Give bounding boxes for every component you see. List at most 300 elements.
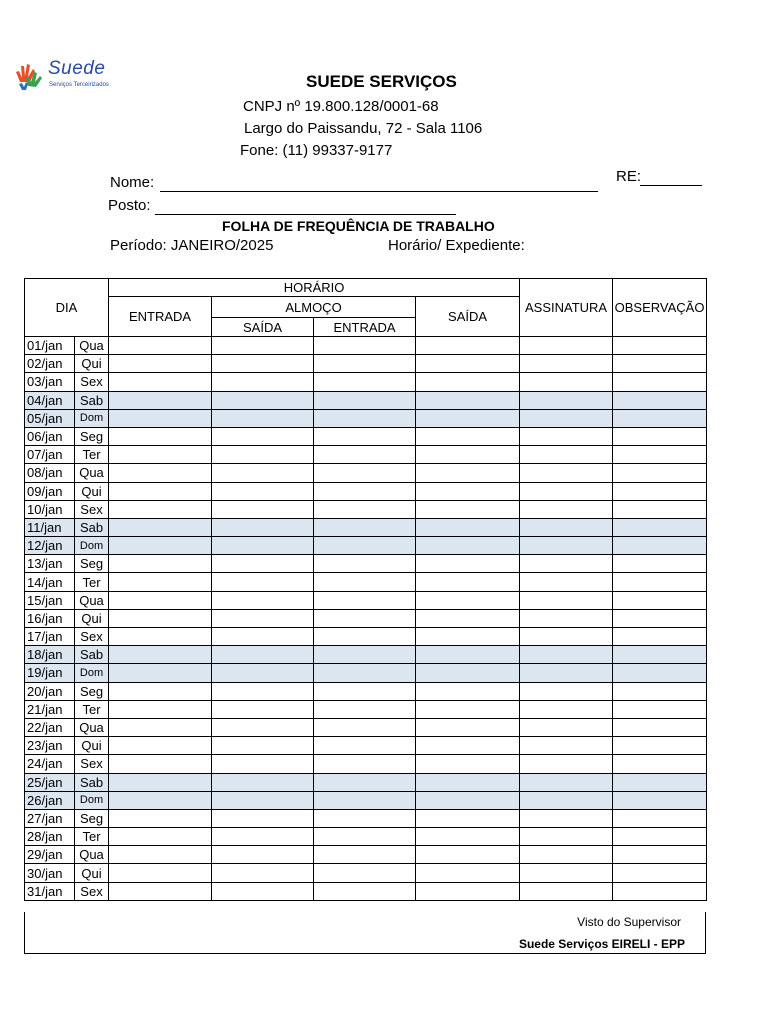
header-almoco-entrada: ENTRADA bbox=[314, 318, 416, 337]
posto-field[interactable] bbox=[155, 199, 456, 215]
hands-logo-icon bbox=[14, 60, 46, 92]
periodo-text: Período: JANEIRO/2025 bbox=[110, 237, 274, 254]
almoco-saida-cell[interactable] bbox=[212, 737, 314, 755]
weekday-cell: Ter bbox=[75, 700, 109, 718]
weekday-cell: Dom bbox=[75, 664, 109, 682]
entrada-cell[interactable] bbox=[109, 500, 212, 518]
saida-cell[interactable] bbox=[416, 664, 520, 682]
weekday-cell: Qua bbox=[75, 464, 109, 482]
table-row bbox=[25, 755, 707, 773]
saida-cell[interactable] bbox=[416, 355, 520, 373]
table-row bbox=[25, 464, 707, 482]
entrada-cell[interactable] bbox=[109, 482, 212, 500]
observacao-cell[interactable] bbox=[613, 609, 707, 627]
visto-supervisor-label: Visto do Supervisor bbox=[577, 915, 681, 929]
almoco-entrada-cell[interactable] bbox=[314, 518, 416, 536]
day-cell: 29/jan bbox=[25, 846, 75, 864]
posto-label: Posto: bbox=[108, 197, 151, 214]
almoco-saida-cell[interactable] bbox=[212, 609, 314, 627]
saida-cell[interactable] bbox=[416, 718, 520, 736]
table-row bbox=[25, 809, 707, 827]
entrada-cell[interactable] bbox=[109, 628, 212, 646]
almoco-saida-cell[interactable] bbox=[212, 846, 314, 864]
almoco-saida-cell[interactable] bbox=[212, 700, 314, 718]
saida-cell[interactable] bbox=[416, 464, 520, 482]
table-row bbox=[25, 828, 707, 846]
almoco-entrada-cell[interactable] bbox=[314, 355, 416, 373]
day-cell: 31/jan bbox=[25, 882, 75, 900]
day-cell: 15/jan bbox=[25, 591, 75, 609]
attendance-table bbox=[24, 278, 707, 901]
observacao-cell[interactable] bbox=[613, 518, 707, 536]
almoco-saida-cell[interactable] bbox=[212, 664, 314, 682]
day-cell: 20/jan bbox=[25, 682, 75, 700]
footer-company-name: Suede Serviços EIRELI - EPP bbox=[518, 937, 685, 951]
almoco-entrada-cell[interactable] bbox=[314, 482, 416, 500]
header-assinatura: ASSINATURA bbox=[520, 279, 613, 337]
cnpj-text: CNPJ nº 19.800.128/0001-68 bbox=[243, 98, 439, 115]
weekday-cell: Sex bbox=[75, 373, 109, 391]
assinatura-cell[interactable] bbox=[520, 591, 613, 609]
almoco-entrada-cell[interactable] bbox=[314, 809, 416, 827]
entrada-cell[interactable] bbox=[109, 700, 212, 718]
almoco-entrada-cell[interactable] bbox=[314, 718, 416, 736]
almoco-saida-cell[interactable] bbox=[212, 464, 314, 482]
address-text: Largo do Paissandu, 72 - Sala 1106 bbox=[244, 120, 483, 137]
header-almoco-saida: SAÍDA bbox=[212, 318, 314, 337]
assinatura-cell[interactable] bbox=[520, 828, 613, 846]
table-row bbox=[25, 846, 707, 864]
header-dia: DIA bbox=[25, 279, 109, 337]
day-cell: 16/jan bbox=[25, 609, 75, 627]
almoco-entrada-cell[interactable] bbox=[314, 609, 416, 627]
assinatura-cell[interactable] bbox=[520, 755, 613, 773]
almoco-saida-cell[interactable] bbox=[212, 482, 314, 500]
assinatura-cell[interactable] bbox=[520, 482, 613, 500]
day-cell: 13/jan bbox=[25, 555, 75, 573]
observacao-cell[interactable] bbox=[613, 718, 707, 736]
form-title: FOLHA DE FREQUÊNCIA DE TRABALHO bbox=[222, 218, 495, 234]
day-cell: 06/jan bbox=[25, 427, 75, 445]
entrada-cell[interactable] bbox=[109, 846, 212, 864]
observacao-cell[interactable] bbox=[613, 482, 707, 500]
assinatura-cell[interactable] bbox=[520, 773, 613, 791]
almoco-saida-cell[interactable] bbox=[212, 409, 314, 427]
day-cell: 18/jan bbox=[25, 646, 75, 664]
almoco-entrada-cell[interactable] bbox=[314, 828, 416, 846]
saida-cell[interactable] bbox=[416, 846, 520, 864]
almoco-entrada-cell[interactable] bbox=[314, 591, 416, 609]
saida-cell[interactable] bbox=[416, 755, 520, 773]
entrada-cell[interactable] bbox=[109, 646, 212, 664]
table-row bbox=[25, 573, 707, 591]
almoco-entrada-cell[interactable] bbox=[314, 737, 416, 755]
weekday-cell: Qui bbox=[75, 482, 109, 500]
saida-cell[interactable] bbox=[416, 773, 520, 791]
weekday-cell: Sex bbox=[75, 755, 109, 773]
almoco-saida-cell[interactable] bbox=[212, 500, 314, 518]
almoco-saida-cell[interactable] bbox=[212, 427, 314, 445]
almoco-entrada-cell[interactable] bbox=[314, 373, 416, 391]
entrada-cell[interactable] bbox=[109, 355, 212, 373]
table-row bbox=[25, 791, 707, 809]
entrada-cell[interactable] bbox=[109, 609, 212, 627]
table-row bbox=[25, 337, 707, 355]
assinatura-cell[interactable] bbox=[520, 518, 613, 536]
day-cell: 03/jan bbox=[25, 373, 75, 391]
almoco-saida-cell[interactable] bbox=[212, 791, 314, 809]
almoco-saida-cell[interactable] bbox=[212, 446, 314, 464]
almoco-entrada-cell[interactable] bbox=[314, 755, 416, 773]
weekday-cell: Qui bbox=[75, 864, 109, 882]
table-row bbox=[25, 482, 707, 500]
weekday-cell: Qui bbox=[75, 737, 109, 755]
almoco-saida-cell[interactable] bbox=[212, 646, 314, 664]
assinatura-cell[interactable] bbox=[520, 500, 613, 518]
table-row bbox=[25, 664, 707, 682]
table-row bbox=[25, 718, 707, 736]
almoco-saida-cell[interactable] bbox=[212, 391, 314, 409]
weekday-cell: Qui bbox=[75, 609, 109, 627]
entrada-cell[interactable] bbox=[109, 446, 212, 464]
saida-cell[interactable] bbox=[416, 518, 520, 536]
entrada-cell[interactable] bbox=[109, 537, 212, 555]
day-cell: 11/jan bbox=[25, 518, 75, 536]
day-cell: 14/jan bbox=[25, 573, 75, 591]
almoco-entrada-cell[interactable] bbox=[314, 846, 416, 864]
observacao-cell[interactable] bbox=[613, 737, 707, 755]
almoco-saida-cell[interactable] bbox=[212, 373, 314, 391]
observacao-cell[interactable] bbox=[613, 555, 707, 573]
observacao-cell[interactable] bbox=[613, 537, 707, 555]
observacao-cell[interactable] bbox=[613, 664, 707, 682]
table-row bbox=[25, 427, 707, 445]
assinatura-cell[interactable] bbox=[520, 664, 613, 682]
entrada-cell[interactable] bbox=[109, 573, 212, 591]
day-cell: 02/jan bbox=[25, 355, 75, 373]
almoco-saida-cell[interactable] bbox=[212, 555, 314, 573]
almoco-entrada-cell[interactable] bbox=[314, 773, 416, 791]
almoco-saida-cell[interactable] bbox=[212, 755, 314, 773]
assinatura-cell[interactable] bbox=[520, 700, 613, 718]
almoco-entrada-cell[interactable] bbox=[314, 464, 416, 482]
entrada-cell[interactable] bbox=[109, 755, 212, 773]
observacao-cell[interactable] bbox=[613, 355, 707, 373]
entrada-cell[interactable] bbox=[109, 518, 212, 536]
almoco-saida-cell[interactable] bbox=[212, 537, 314, 555]
almoco-entrada-cell[interactable] bbox=[314, 555, 416, 573]
almoco-saida-cell[interactable] bbox=[212, 591, 314, 609]
header-entrada: ENTRADA bbox=[109, 297, 212, 337]
entrada-cell[interactable] bbox=[109, 882, 212, 900]
day-cell: 08/jan bbox=[25, 464, 75, 482]
entrada-cell[interactable] bbox=[109, 427, 212, 445]
almoco-saida-cell[interactable] bbox=[212, 337, 314, 355]
assinatura-cell[interactable] bbox=[520, 391, 613, 409]
almoco-entrada-cell[interactable] bbox=[314, 864, 416, 882]
observacao-cell[interactable] bbox=[613, 464, 707, 482]
assinatura-cell[interactable] bbox=[520, 464, 613, 482]
almoco-saida-cell[interactable] bbox=[212, 773, 314, 791]
saida-cell[interactable] bbox=[416, 482, 520, 500]
saida-cell[interactable] bbox=[416, 555, 520, 573]
saida-cell[interactable] bbox=[416, 809, 520, 827]
day-cell: 07/jan bbox=[25, 446, 75, 464]
weekday-cell: Seg bbox=[75, 809, 109, 827]
assinatura-cell[interactable] bbox=[520, 409, 613, 427]
observacao-cell[interactable] bbox=[613, 682, 707, 700]
re-field[interactable] bbox=[640, 170, 702, 186]
observacao-cell[interactable] bbox=[613, 646, 707, 664]
day-cell: 25/jan bbox=[25, 773, 75, 791]
entrada-cell[interactable] bbox=[109, 591, 212, 609]
day-cell: 19/jan bbox=[25, 664, 75, 682]
entrada-cell[interactable] bbox=[109, 409, 212, 427]
observacao-cell[interactable] bbox=[613, 373, 707, 391]
almoco-saida-cell[interactable] bbox=[212, 809, 314, 827]
assinatura-cell[interactable] bbox=[520, 809, 613, 827]
entrada-cell[interactable] bbox=[109, 773, 212, 791]
assinatura-cell[interactable] bbox=[520, 337, 613, 355]
day-cell: 28/jan bbox=[25, 828, 75, 846]
company-logo bbox=[14, 60, 144, 94]
entrada-cell[interactable] bbox=[109, 373, 212, 391]
entrada-cell[interactable] bbox=[109, 718, 212, 736]
almoco-entrada-cell[interactable] bbox=[314, 700, 416, 718]
almoco-entrada-cell[interactable] bbox=[314, 882, 416, 900]
observacao-cell[interactable] bbox=[613, 809, 707, 827]
observacao-cell[interactable] bbox=[613, 864, 707, 882]
company-name: SUEDE SERVIÇOS bbox=[306, 72, 457, 91]
table-row bbox=[25, 628, 707, 646]
weekday-cell: Ter bbox=[75, 446, 109, 464]
saida-cell[interactable] bbox=[416, 373, 520, 391]
almoco-saida-cell[interactable] bbox=[212, 682, 314, 700]
table-row bbox=[25, 373, 707, 391]
assinatura-cell[interactable] bbox=[520, 646, 613, 664]
entrada-cell[interactable] bbox=[109, 809, 212, 827]
weekday-cell: Ter bbox=[75, 573, 109, 591]
table-row bbox=[25, 355, 707, 373]
saida-cell[interactable] bbox=[416, 682, 520, 700]
nome-field[interactable] bbox=[160, 176, 598, 192]
entrada-cell[interactable] bbox=[109, 464, 212, 482]
supervisor-footer bbox=[24, 912, 706, 954]
table-row bbox=[25, 500, 707, 518]
table-row bbox=[25, 537, 707, 555]
weekday-cell: Sex bbox=[75, 882, 109, 900]
table-row bbox=[25, 737, 707, 755]
entrada-cell[interactable] bbox=[109, 337, 212, 355]
table-row bbox=[25, 700, 707, 718]
saida-cell[interactable] bbox=[416, 700, 520, 718]
observacao-cell[interactable] bbox=[613, 846, 707, 864]
saida-cell[interactable] bbox=[416, 500, 520, 518]
almoco-saida-cell[interactable] bbox=[212, 628, 314, 646]
day-cell: 27/jan bbox=[25, 809, 75, 827]
almoco-entrada-cell[interactable] bbox=[314, 628, 416, 646]
day-cell: 24/jan bbox=[25, 755, 75, 773]
saida-cell[interactable] bbox=[416, 446, 520, 464]
assinatura-cell[interactable] bbox=[520, 682, 613, 700]
almoco-entrada-cell[interactable] bbox=[314, 391, 416, 409]
saida-cell[interactable] bbox=[416, 882, 520, 900]
phone-text: Fone: (11) 99337-9177 bbox=[240, 142, 393, 159]
weekday-cell: Sex bbox=[75, 628, 109, 646]
almoco-saida-cell[interactable] bbox=[212, 828, 314, 846]
almoco-saida-cell[interactable] bbox=[212, 718, 314, 736]
assinatura-cell[interactable] bbox=[520, 882, 613, 900]
day-cell: 26/jan bbox=[25, 791, 75, 809]
assinatura-cell[interactable] bbox=[520, 373, 613, 391]
observacao-cell[interactable] bbox=[613, 628, 707, 646]
saida-cell[interactable] bbox=[416, 591, 520, 609]
observacao-cell[interactable] bbox=[613, 591, 707, 609]
almoco-saida-cell[interactable] bbox=[212, 518, 314, 536]
saida-cell[interactable] bbox=[416, 628, 520, 646]
day-cell: 01/jan bbox=[25, 337, 75, 355]
observacao-cell[interactable] bbox=[613, 391, 707, 409]
table-row bbox=[25, 773, 707, 791]
weekday-cell: Sab bbox=[75, 646, 109, 664]
assinatura-cell[interactable] bbox=[520, 427, 613, 445]
day-cell: 12/jan bbox=[25, 537, 75, 555]
saida-cell[interactable] bbox=[416, 409, 520, 427]
assinatura-cell[interactable] bbox=[520, 537, 613, 555]
nome-label: Nome: bbox=[110, 174, 155, 191]
assinatura-cell[interactable] bbox=[520, 355, 613, 373]
almoco-entrada-cell[interactable] bbox=[314, 573, 416, 591]
table-row bbox=[25, 591, 707, 609]
observacao-cell[interactable] bbox=[613, 700, 707, 718]
table-body bbox=[25, 337, 707, 901]
saida-cell[interactable] bbox=[416, 427, 520, 445]
header-horario: HORÁRIO bbox=[109, 279, 520, 297]
weekday-cell: Seg bbox=[75, 682, 109, 700]
logo-subtext: Serviços Terceirizados bbox=[49, 82, 109, 88]
saida-cell[interactable] bbox=[416, 737, 520, 755]
table-row bbox=[25, 391, 707, 409]
weekday-cell: Qua bbox=[75, 591, 109, 609]
table-row bbox=[25, 864, 707, 882]
weekday-cell: Sab bbox=[75, 391, 109, 409]
almoco-entrada-cell[interactable] bbox=[314, 409, 416, 427]
assinatura-cell[interactable] bbox=[520, 791, 613, 809]
saida-cell[interactable] bbox=[416, 609, 520, 627]
day-cell: 10/jan bbox=[25, 500, 75, 518]
table-row bbox=[25, 646, 707, 664]
observacao-cell[interactable] bbox=[613, 828, 707, 846]
entrada-cell[interactable] bbox=[109, 664, 212, 682]
weekday-cell: Qua bbox=[75, 846, 109, 864]
saida-cell[interactable] bbox=[416, 391, 520, 409]
weekday-cell: Sab bbox=[75, 518, 109, 536]
header-almoco: ALMOÇO bbox=[212, 297, 416, 318]
observacao-cell[interactable] bbox=[613, 337, 707, 355]
saida-cell[interactable] bbox=[416, 573, 520, 591]
logo-text: Suede bbox=[48, 58, 106, 79]
assinatura-cell[interactable] bbox=[520, 609, 613, 627]
saida-cell[interactable] bbox=[416, 864, 520, 882]
day-cell: 05/jan bbox=[25, 409, 75, 427]
saida-cell[interactable] bbox=[416, 646, 520, 664]
entrada-cell[interactable] bbox=[109, 682, 212, 700]
horario-expediente-text: Horário/ Expediente: bbox=[388, 237, 525, 254]
assinatura-cell[interactable] bbox=[520, 573, 613, 591]
assinatura-cell[interactable] bbox=[520, 628, 613, 646]
entrada-cell[interactable] bbox=[109, 864, 212, 882]
weekday-cell: Seg bbox=[75, 555, 109, 573]
observacao-cell[interactable] bbox=[613, 791, 707, 809]
observacao-cell[interactable] bbox=[613, 755, 707, 773]
almoco-entrada-cell[interactable] bbox=[314, 646, 416, 664]
day-cell: 23/jan bbox=[25, 737, 75, 755]
entrada-cell[interactable] bbox=[109, 828, 212, 846]
observacao-cell[interactable] bbox=[613, 446, 707, 464]
assinatura-cell[interactable] bbox=[520, 737, 613, 755]
header-saida: SAÍDA bbox=[416, 297, 520, 337]
almoco-saida-cell[interactable] bbox=[212, 864, 314, 882]
assinatura-cell[interactable] bbox=[520, 446, 613, 464]
observacao-cell[interactable] bbox=[613, 882, 707, 900]
almoco-entrada-cell[interactable] bbox=[314, 500, 416, 518]
table-row bbox=[25, 409, 707, 427]
assinatura-cell[interactable] bbox=[520, 718, 613, 736]
almoco-saida-cell[interactable] bbox=[212, 355, 314, 373]
day-cell: 17/jan bbox=[25, 628, 75, 646]
weekday-cell: Qua bbox=[75, 718, 109, 736]
entrada-cell[interactable] bbox=[109, 791, 212, 809]
saida-cell[interactable] bbox=[416, 828, 520, 846]
observacao-cell[interactable] bbox=[613, 500, 707, 518]
saida-cell[interactable] bbox=[416, 791, 520, 809]
assinatura-cell[interactable] bbox=[520, 846, 613, 864]
re-label: RE: bbox=[616, 168, 642, 185]
observacao-cell[interactable] bbox=[613, 773, 707, 791]
almoco-entrada-cell[interactable] bbox=[314, 664, 416, 682]
weekday-cell: Dom bbox=[75, 537, 109, 555]
assinatura-cell[interactable] bbox=[520, 555, 613, 573]
almoco-saida-cell[interactable] bbox=[212, 573, 314, 591]
almoco-entrada-cell[interactable] bbox=[314, 446, 416, 464]
table-row bbox=[25, 609, 707, 627]
almoco-entrada-cell[interactable] bbox=[314, 337, 416, 355]
entrada-cell[interactable] bbox=[109, 391, 212, 409]
weekday-cell: Ter bbox=[75, 828, 109, 846]
observacao-cell[interactable] bbox=[613, 573, 707, 591]
almoco-entrada-cell[interactable] bbox=[314, 682, 416, 700]
day-cell: 09/jan bbox=[25, 482, 75, 500]
saida-cell[interactable] bbox=[416, 537, 520, 555]
header-observacao: OBSERVAÇÃO bbox=[613, 279, 707, 337]
observacao-cell[interactable] bbox=[613, 427, 707, 445]
entrada-cell[interactable] bbox=[109, 555, 212, 573]
assinatura-cell[interactable] bbox=[520, 864, 613, 882]
saida-cell[interactable] bbox=[416, 337, 520, 355]
day-cell: 21/jan bbox=[25, 700, 75, 718]
table-row bbox=[25, 555, 707, 573]
almoco-entrada-cell[interactable] bbox=[314, 791, 416, 809]
almoco-saida-cell[interactable] bbox=[212, 882, 314, 900]
almoco-entrada-cell[interactable] bbox=[314, 537, 416, 555]
weekday-cell: Dom bbox=[75, 409, 109, 427]
observacao-cell[interactable] bbox=[613, 409, 707, 427]
entrada-cell[interactable] bbox=[109, 737, 212, 755]
day-cell: 22/jan bbox=[25, 718, 75, 736]
table-row bbox=[25, 682, 707, 700]
almoco-entrada-cell[interactable] bbox=[314, 427, 416, 445]
table-row bbox=[25, 518, 707, 536]
